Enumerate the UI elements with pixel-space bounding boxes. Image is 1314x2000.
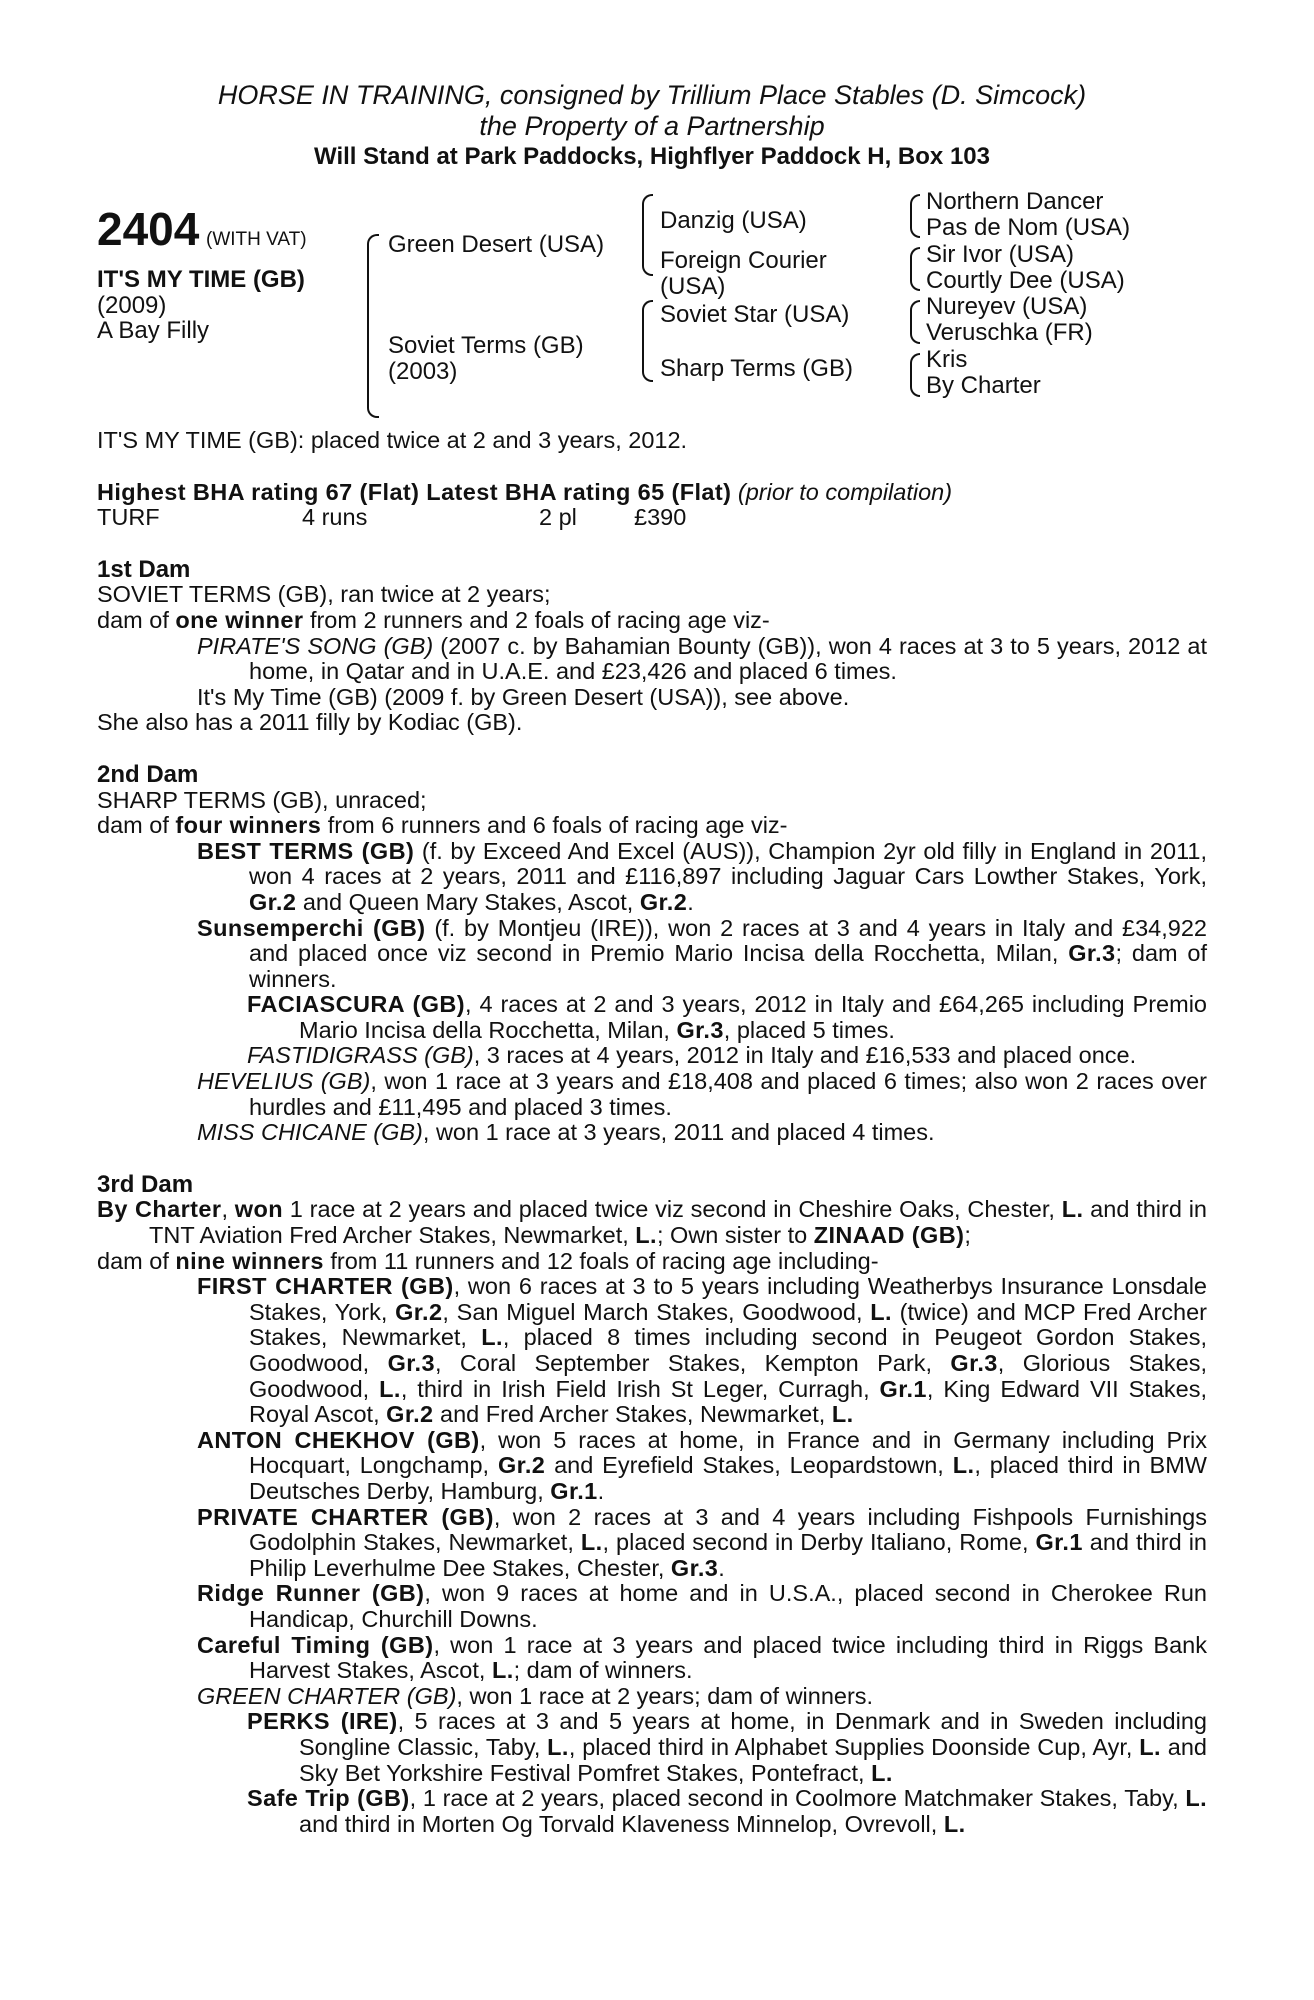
sire-dam-name: Foreign Courier bbox=[660, 247, 827, 274]
bold-text: Careful Timing (GB) bbox=[197, 1631, 434, 1658]
bold-text: Ridge Runner (GB) bbox=[197, 1580, 425, 1607]
bracket-ds bbox=[910, 300, 920, 344]
bold-text: L. bbox=[481, 1324, 503, 1351]
text-run: 1 race at 2 years and placed twice viz second in Cheshire Oaks, Chester, bbox=[282, 1196, 1062, 1223]
text-run: , bbox=[221, 1196, 235, 1223]
dam-dam-sire: Kris bbox=[926, 346, 968, 373]
sire-sire: Danzig (USA) bbox=[660, 207, 807, 234]
stable-location-line: Will Stand at Park Paddocks, Highflyer Paddock H, Box 103 bbox=[314, 143, 990, 170]
text-run: . bbox=[718, 1554, 725, 1581]
bold-text: Gr.3 bbox=[670, 1554, 719, 1581]
text-run: , Glorious Stakes, Goodwood, bbox=[249, 1350, 1208, 1402]
text-run: , placed third in Alphabet Supplies Doonside Cup, Ayr, bbox=[568, 1733, 1140, 1760]
horse-name: IT'S MY TIME (GB) bbox=[97, 266, 305, 293]
bracket-sire bbox=[642, 194, 653, 276]
bold-text: L. bbox=[1139, 1733, 1161, 1760]
bold-text: L. bbox=[580, 1529, 603, 1556]
bold-text: ANTON CHEKHOV (GB) bbox=[197, 1426, 480, 1453]
text-run: , won 1 race at 3 years and £18,408 and placed 6 times; also won 2 races over hurdles and £11,495 and placed 3 times. bbox=[249, 1068, 1207, 1120]
turf-runs: 4 runs bbox=[302, 504, 368, 531]
lot-number: 2404 bbox=[97, 203, 200, 255]
text-run: , won 5 races at home, in France and in Germany including Prix Hocquart, Longchamp, bbox=[249, 1426, 1208, 1479]
section-heading-1st-dam: 1st Dam bbox=[97, 555, 191, 583]
bold-text: FACIASCURA (GB) bbox=[247, 991, 466, 1018]
bold-text: BEST TERMS (GB) bbox=[197, 837, 415, 864]
bold-text: Gr.2 bbox=[249, 888, 297, 915]
italic-text: HEVELIUS (GB) bbox=[197, 1068, 371, 1095]
text-run: , third in Irish Field Irish St Leger, Curragh, bbox=[400, 1375, 880, 1402]
text-run: ; Own sister to bbox=[656, 1222, 814, 1249]
text-run: ; dam of winners. bbox=[513, 1657, 693, 1684]
text-run: and Eyrefield Stakes, Leopardstown, bbox=[545, 1452, 953, 1479]
pedigree-table bbox=[97, 188, 1207, 428]
bold-text: Gr.3 bbox=[1068, 940, 1116, 967]
text-run: (f. by Exceed And Excel (AUS)), Champion 2yr old filly in England in 2011, won 4 races at 2 years, 2011 and £116,897 including Jaguar Cars Lowther Stakes, York, bbox=[249, 837, 1207, 890]
dam2-produce-4 bbox=[97, 1043, 1207, 1069]
section-heading-2nd-dam: 2nd Dam bbox=[97, 760, 199, 788]
bracket-ss bbox=[910, 194, 920, 238]
catalogue-page bbox=[97, 80, 1207, 1837]
text-run: . bbox=[597, 1477, 605, 1504]
bold-text: Gr.3 bbox=[950, 1350, 998, 1376]
consignor-line: HORSE IN TRAINING, consigned by Trillium Place Stables (D. Simcock) bbox=[217, 80, 1087, 110]
text-run: , won 1 race at 3 years and placed twice including third in Riggs Bank Harvest Stakes, Ascot, bbox=[249, 1631, 1207, 1684]
text-run: , 5 races at 3 and 5 years at home, in Denmark and in Sweden including Songline Classic, Taby, bbox=[299, 1708, 1207, 1760]
lot-number-line bbox=[97, 203, 307, 255]
sire: Green Desert (USA) bbox=[388, 231, 605, 258]
dam-year: (2003) bbox=[388, 358, 458, 385]
turf-label: TURF bbox=[97, 504, 160, 531]
property-line: the Property of a Partnership bbox=[479, 111, 825, 141]
dam1-summary: SOVIET TERMS (GB), ran twice at 2 years; bbox=[97, 581, 551, 608]
bold-text: ZINAAD (GB) bbox=[813, 1222, 965, 1249]
text-run: , won 2 races at 3 and 4 years including Fishpools Furnishings Godolphin Stakes, Newmarket, bbox=[249, 1503, 1207, 1556]
text-run: , King Edward VII Stakes, Royal Ascot, bbox=[249, 1375, 1207, 1428]
bold-text: L. bbox=[871, 1759, 893, 1786]
text-run: , placed 8 times including second in Peugeot Gordon Stakes, Goodwood, bbox=[249, 1324, 1208, 1376]
bold-text: L. bbox=[943, 1810, 966, 1837]
bold-text: Gr.3 bbox=[676, 1016, 724, 1043]
sire-sire-sire: Northern Dancer bbox=[926, 188, 1104, 215]
dam3-produce-line: dam of nine winners from 11 runners and 12 foals of racing age including- bbox=[97, 1247, 879, 1274]
bold-text: Gr.1 bbox=[1035, 1529, 1083, 1556]
section-heading-3rd-dam: 3rd Dam bbox=[97, 1170, 194, 1198]
text-run: , won 1 race at 2 years; dam of winners. bbox=[456, 1682, 874, 1709]
dam1-produce-line: dam of one winner from 2 runners and 2 foals of racing age viz- bbox=[97, 606, 770, 633]
sire-dam-country: (USA) bbox=[660, 273, 726, 300]
text-run: , won 1 race at 3 years, 2011 and placed 4 times. bbox=[422, 1119, 935, 1146]
bold-text: Gr.3 bbox=[387, 1350, 435, 1376]
dam-sire: Soviet Star (USA) bbox=[660, 301, 850, 328]
bold-text: L. bbox=[379, 1375, 401, 1402]
dam1-also: She also has a 2011 filly by Kodiac (GB). bbox=[97, 709, 523, 736]
text-run: ; dam of winners. bbox=[249, 940, 1207, 992]
text-run: , San Miguel March Stakes, Goodwood, bbox=[442, 1298, 871, 1325]
bold-text: L. bbox=[952, 1452, 975, 1479]
dam3-produce-6 bbox=[97, 1684, 1207, 1710]
italic-text: GREEN CHARTER (GB) bbox=[197, 1682, 457, 1709]
bold-text: L. bbox=[870, 1298, 892, 1325]
text-run: , placed third in BMW Deutsches Derby, Hamburg, bbox=[249, 1452, 1207, 1504]
text-run: and Queen Mary Stakes, Ascot, bbox=[296, 888, 640, 915]
race-summary: IT'S MY TIME (GB): placed twice at 2 and 3 years, 2012. bbox=[97, 427, 688, 453]
dam2-produce-5 bbox=[97, 1069, 1207, 1120]
dam-dam-dam: By Charter bbox=[926, 372, 1041, 399]
sire-dam-sire: Sir Ivor (USA) bbox=[926, 241, 1075, 268]
sire-sire-dam: Pas de Nom (USA) bbox=[926, 214, 1131, 241]
bha-rating bbox=[97, 480, 1207, 506]
dam3-produce-1 bbox=[97, 1274, 1207, 1428]
bold-text: PERKS (IRE) bbox=[247, 1708, 398, 1735]
horse-foaled-year: (2009) bbox=[97, 292, 167, 319]
dam3-summary bbox=[97, 1197, 1207, 1248]
dam3-produce-7 bbox=[97, 1709, 1207, 1786]
text-run: , won 6 races at 3 to 5 years including Weatherbys Insurance Lonsdale Stakes, York, bbox=[249, 1273, 1207, 1325]
vat-note: (WITH VAT) bbox=[206, 229, 307, 250]
sire-dam-dam: Courtly Dee (USA) bbox=[926, 267, 1125, 294]
dam3-produce-8 bbox=[97, 1786, 1207, 1837]
dam3-produce-4 bbox=[97, 1581, 1207, 1632]
bold-text: PRIVATE CHARTER (GB) bbox=[197, 1503, 494, 1530]
bold-text: Gr.2 bbox=[395, 1298, 443, 1325]
dam-sire-dam: Veruschka (FR) bbox=[926, 319, 1093, 346]
lot-header bbox=[97, 80, 1207, 172]
bracket-dam bbox=[642, 300, 653, 382]
text-run: , won 9 races at home and in U.S.A., placed second in Cherokee Run Handicap, Churchill Downs. bbox=[249, 1580, 1207, 1632]
bold-text: By Charter bbox=[97, 1196, 222, 1223]
dam-name: Soviet Terms (GB) bbox=[388, 332, 584, 359]
dam1-produce-1: PIRATE'S SONG (GB) (2007 c. by Bahamian Bounty (GB)), won 4 races at 3 to 5 years, 2012 at home, in Qatar and in U.A.E. and £23,426 and placed 6 times. bbox=[197, 632, 1207, 685]
dam2-produce-3 bbox=[97, 992, 1207, 1043]
text-run: , 3 races at 4 years, 2012 in Italy and £16,533 and placed once. bbox=[473, 1042, 1137, 1069]
dam2-summary: SHARP TERMS (GB), unraced; bbox=[97, 786, 427, 813]
bold-text: Gr.2 bbox=[386, 1401, 434, 1428]
text-run: , Coral September Stakes, Kempton Park, bbox=[434, 1350, 951, 1376]
bold-text: Gr.1 bbox=[550, 1477, 598, 1504]
italic-text: FASTIDIGRASS (GB) bbox=[247, 1042, 474, 1069]
dam3-produce-3 bbox=[97, 1505, 1207, 1582]
bha-rating-text: Highest BHA rating 67 (Flat) Latest BHA rating 65 (Flat) bbox=[97, 478, 732, 505]
text-run: ; bbox=[964, 1222, 971, 1249]
bold-text: Gr.2 bbox=[497, 1452, 546, 1479]
turf-earnings: £390 bbox=[634, 504, 687, 531]
dam1-produce-2: It's My Time (GB) (2009 f. by Green Desert (USA)), see above. bbox=[197, 683, 850, 710]
bha-rating-note: (prior to compilation) bbox=[737, 478, 953, 505]
bold-text: L. bbox=[1185, 1785, 1207, 1812]
turf-placings: 2 pl bbox=[539, 504, 577, 531]
dam-sire-sire: Nureyev (USA) bbox=[926, 293, 1088, 320]
bold-text: Gr.1 bbox=[879, 1375, 927, 1402]
text-run: and third in Philip Leverhulme Dee Stakes, Chester, bbox=[249, 1529, 1207, 1581]
bold-text: L. bbox=[1061, 1196, 1084, 1223]
text-run: , placed second in Derby Italiano, Rome, bbox=[602, 1529, 1036, 1556]
turf-record bbox=[97, 505, 1207, 531]
bold-text: L. bbox=[491, 1657, 514, 1684]
text-run: and third in Morten Og Torvald Klaveness Minnelop, Ovrevoll, bbox=[299, 1810, 944, 1837]
text-run: , 1 race at 2 years, placed second in Coolmore Matchmaker Stakes, Taby, bbox=[409, 1785, 1186, 1812]
text-run: . bbox=[687, 888, 694, 915]
horse-description: A Bay Filly bbox=[97, 317, 210, 344]
text-run: , placed 5 times. bbox=[723, 1016, 895, 1043]
bold-text: Safe Trip (GB) bbox=[247, 1785, 410, 1812]
text-run: , 4 races at 2 and 3 years, 2012 in Italy and £64,265 including Premio Mario Incisa della Rocchetta, Milan, bbox=[299, 991, 1207, 1043]
dam2-produce-1 bbox=[97, 839, 1207, 916]
bracket-sd bbox=[910, 247, 920, 291]
bold-text: Gr.2 bbox=[639, 888, 688, 915]
dam3-produce-5 bbox=[97, 1633, 1207, 1684]
bold-text: L. bbox=[635, 1222, 657, 1249]
dam3-produce-2 bbox=[97, 1428, 1207, 1505]
bold-text: L. bbox=[831, 1401, 854, 1428]
bracket-main bbox=[367, 234, 379, 418]
bold-text: Sunsemperchi (GB) bbox=[197, 914, 426, 941]
text-run: and Sky Bet Yorkshire Festival Pomfret Stakes, Pontefract, bbox=[299, 1733, 1207, 1786]
text-run: and Fred Archer Stakes, Newmarket, bbox=[433, 1401, 832, 1428]
text-run: and third in TNT Aviation Fred Archer Stakes, Newmarket, bbox=[149, 1196, 1207, 1249]
italic-text: MISS CHICANE (GB) bbox=[197, 1119, 423, 1146]
bold-text: L. bbox=[547, 1733, 569, 1760]
text-run: (f. by Montjeu (IRE)), won 2 races at 3 and 4 years in Italy and £34,922 and placed once viz second in Premio Mario Incisa della Rocchetta, Milan, bbox=[249, 914, 1207, 967]
dam2-produce-line: dam of four winners from 6 runners and 6 foals of racing age viz- bbox=[97, 812, 788, 839]
dam2-produce-2 bbox=[97, 916, 1207, 993]
dam-dam: Sharp Terms (GB) bbox=[660, 355, 853, 382]
bold-text: FIRST CHARTER (GB) bbox=[197, 1273, 454, 1300]
bracket-dd bbox=[910, 353, 920, 397]
bold-text: won bbox=[234, 1196, 283, 1223]
dam2-produce-6 bbox=[97, 1120, 1207, 1146]
text-run: (twice) and MCP Fred Archer Stakes, Newmarket, bbox=[249, 1298, 1207, 1351]
